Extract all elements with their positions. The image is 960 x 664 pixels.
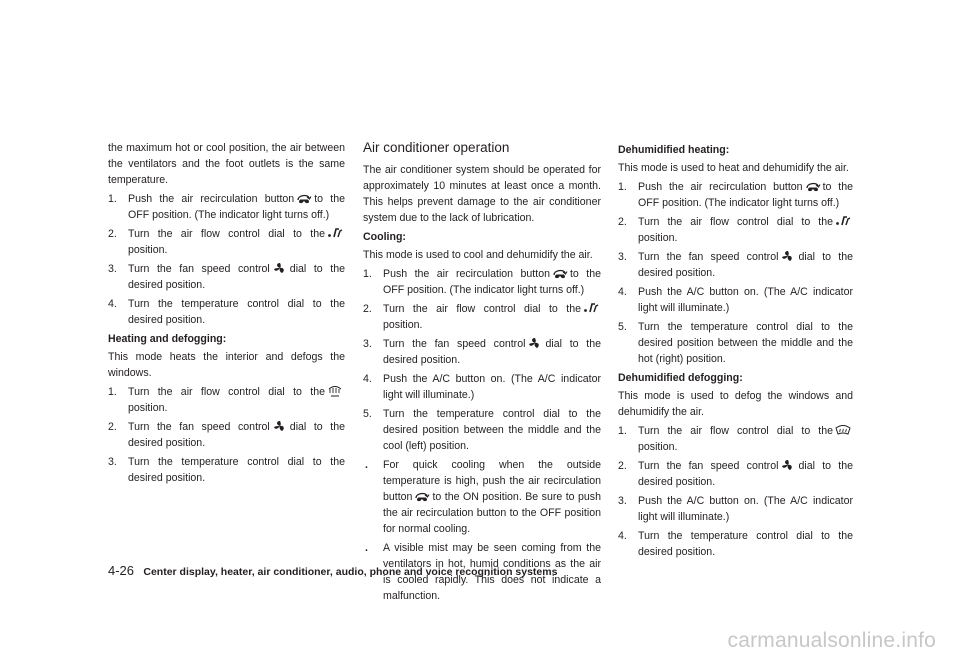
step-number: 2.	[108, 421, 117, 433]
step-text: dial to the desired position.	[638, 460, 853, 488]
step-number: 3.	[363, 338, 372, 350]
step-text: Push the air recirculation button	[383, 268, 550, 280]
column-1	[108, 140, 345, 489]
recirc-icon	[296, 192, 312, 204]
defrost-foot-icon	[327, 385, 343, 397]
step-item	[108, 226, 345, 258]
paragraph: The air conditioner system should be operated for approximately 10 minutes at least once a month. This helps prevent damage to the air conditioner system due to the lack of lubrication.	[363, 164, 601, 224]
step-text: Turn the temperature control dial to the desired position.	[638, 530, 853, 558]
step-number: 2.	[363, 303, 372, 315]
step-text: Turn the air flow control dial to the	[383, 303, 581, 315]
foot-airflow-icon	[327, 227, 343, 239]
step-item	[108, 419, 345, 451]
step-number: 4.	[108, 298, 117, 310]
paragraph: This mode is used to defog the windows and dehumidify the air.	[618, 390, 853, 418]
step-text: Turn the temperature control dial to the desired position.	[128, 456, 345, 484]
step-text: to the OFF position. (The indicator light turns off.)	[128, 193, 345, 221]
recirc-icon	[552, 267, 568, 279]
step-item	[618, 284, 853, 316]
step-item	[363, 371, 601, 403]
step-number: 3.	[618, 251, 627, 263]
step-item	[363, 266, 601, 298]
paragraph: This mode is used to cool and dehumidify the air.	[363, 249, 593, 261]
step-number: 2.	[618, 216, 627, 228]
step-number: 4.	[618, 530, 627, 542]
step-number: 4.	[363, 373, 372, 385]
step-text: Push the air recirculation button	[128, 193, 295, 205]
step-number: 2.	[108, 228, 117, 240]
fan-icon	[272, 262, 288, 274]
column-3	[618, 140, 853, 563]
step-item	[108, 296, 345, 328]
step-text: to the OFF position. (The indicator light turns off.)	[638, 181, 853, 209]
fan-icon	[272, 420, 288, 432]
step-text: Turn the temperature control dial to the desired position between the middle and the hot (right) position.	[638, 321, 853, 365]
section-heading: Dehumidified defogging:	[618, 372, 743, 384]
bullet-item	[363, 457, 601, 537]
step-text: Turn the fan speed control	[383, 338, 526, 350]
step-number: 4.	[618, 286, 627, 298]
fan-icon	[527, 337, 543, 349]
step-text: Push the A/C button on. (The A/C indicator light will illuminate.)	[638, 286, 853, 314]
bullet-dot: .	[365, 459, 368, 471]
step-number: 3.	[108, 456, 117, 468]
paragraph: This mode heats the interior and defogs the windows.	[108, 351, 345, 379]
step-number: 5.	[618, 321, 627, 333]
step-item	[618, 528, 853, 560]
step-text: Push the A/C button on. (The A/C indicator light will illuminate.)	[638, 495, 853, 523]
step-item	[618, 249, 853, 281]
step-item	[618, 179, 853, 211]
section-heading: Cooling:	[363, 231, 406, 243]
step-text: Turn the air flow control dial to the	[638, 425, 833, 437]
fan-icon	[780, 250, 796, 262]
section-heading: Heating and defogging:	[108, 333, 227, 345]
step-item	[363, 406, 601, 454]
step-text: dial to the desired position.	[128, 421, 345, 449]
step-text: Turn the temperature control dial to the desired position between the middle and the cool (left) position.	[383, 408, 601, 452]
foot-airflow-icon	[583, 302, 599, 314]
step-number: 2.	[618, 460, 627, 472]
step-item	[618, 423, 853, 455]
column-2	[363, 140, 601, 607]
step-text: dial to the desired position.	[638, 251, 853, 279]
step-item	[108, 191, 345, 223]
step-item	[108, 261, 345, 293]
step-text: to the OFF position. (The indicator light turns off.)	[383, 268, 601, 296]
step-item	[618, 458, 853, 490]
step-number: 1.	[618, 425, 627, 437]
watermark: carmanualsonline.info	[727, 629, 936, 652]
step-text: Turn the fan speed control	[638, 460, 779, 472]
step-text: Turn the fan speed control	[638, 251, 779, 263]
paragraph: This mode is used to heat and dehumidify the air.	[618, 162, 849, 174]
step-number: 1.	[618, 181, 627, 193]
section-heading: Dehumidified heating:	[618, 144, 730, 156]
step-text: position.	[638, 441, 678, 453]
step-number: 5.	[363, 408, 372, 420]
foot-airflow-icon	[835, 215, 851, 227]
step-number: 1.	[108, 386, 117, 398]
step-item	[363, 301, 601, 333]
step-number: 3.	[618, 495, 627, 507]
step-text: position.	[128, 244, 168, 256]
footer-section-title: Center display, heater, air conditioner, audio, phone and voice recognition systems	[143, 566, 558, 578]
step-item	[618, 319, 853, 367]
step-text: Push the A/C button on. (The A/C indicator light will illuminate.)	[383, 373, 601, 401]
step-item	[108, 454, 345, 486]
bullet-text: For quick cooling when the outside temperature is high, push the air recirculation button	[383, 459, 601, 503]
section-title: Air conditioner operation	[363, 140, 510, 155]
step-number: 1.	[108, 193, 117, 205]
defrost-icon	[835, 424, 851, 436]
step-text: Turn the temperature control dial to the desired position.	[128, 298, 345, 326]
step-text: Turn the fan speed control	[128, 421, 270, 433]
bullet-text: to the ON position. Be sure to push the air recirculation button to the OFF position for normal cooling.	[383, 491, 601, 535]
paragraph: the maximum hot or cool position, the air between the ventilators and the foot outlets is the same temperature.	[108, 142, 345, 186]
step-text: Turn the air flow control dial to the	[128, 228, 325, 240]
step-item	[618, 214, 853, 246]
recirc-icon	[414, 490, 430, 502]
step-text: dial to the desired position.	[128, 263, 345, 291]
step-item	[363, 336, 601, 368]
bullet-dot: .	[365, 542, 368, 554]
step-number: 1.	[363, 268, 372, 280]
step-text: Turn the fan speed control	[128, 263, 270, 275]
step-text: dial to the desired position.	[383, 338, 601, 366]
fan-icon	[780, 459, 796, 471]
step-text: Turn the air flow control dial to the	[638, 216, 833, 228]
step-item	[108, 384, 345, 416]
step-text: position.	[383, 319, 423, 331]
step-item	[618, 493, 853, 525]
step-number: 3.	[108, 263, 117, 275]
page-number: 4-26	[108, 563, 135, 578]
step-text: position.	[638, 232, 678, 244]
page-footer	[108, 563, 557, 578]
step-text: Turn the air flow control dial to the	[128, 386, 325, 398]
recirc-icon	[805, 180, 821, 192]
step-text: Push the air recirculation button	[638, 181, 803, 193]
bullet-text: A visible mist may be seen coming from the ventilators in hot, humid conditions as the air is cooled rapidly. This does not indicate a malfunction.	[383, 542, 601, 602]
step-text: position.	[128, 402, 168, 414]
